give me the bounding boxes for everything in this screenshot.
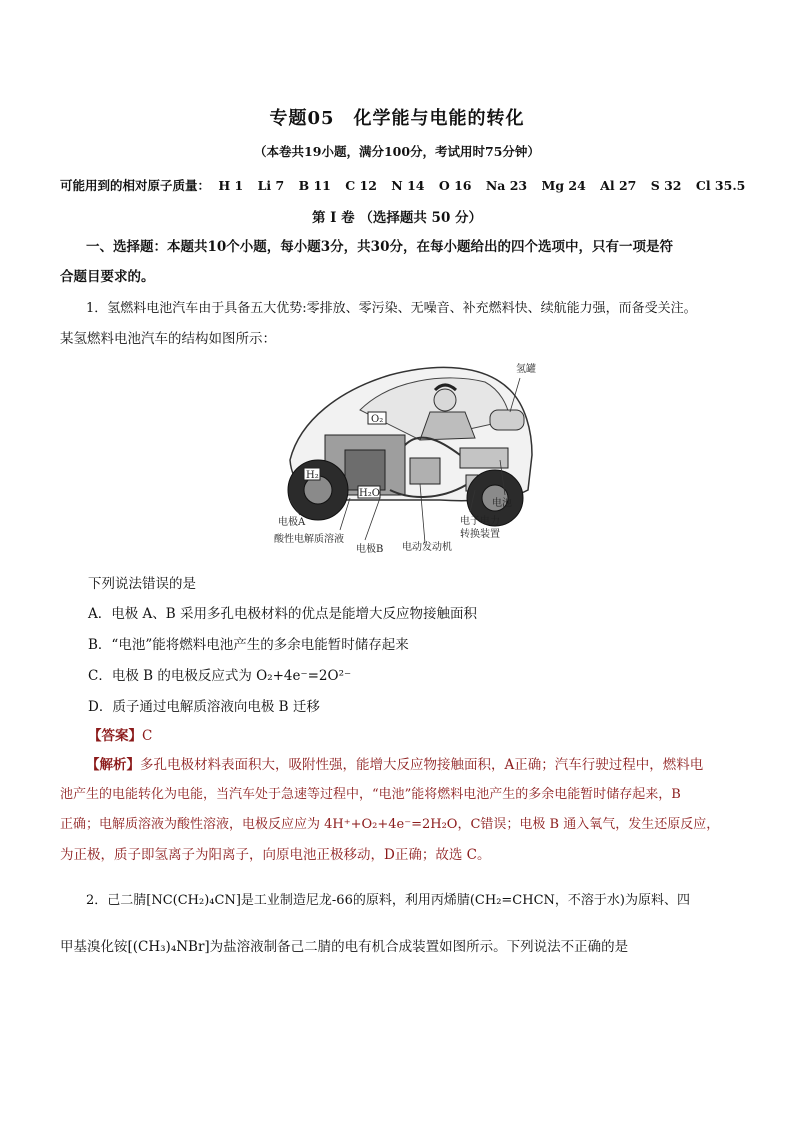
label-converter: 电子电力 (460, 516, 500, 527)
atomic-mass: S 32 (650, 178, 682, 193)
option-c: C．电极 B 的电极反应式为 O₂+4e⁻=2O²⁻ (88, 668, 352, 684)
label-battery: 电池 (492, 498, 512, 509)
option-a: A．电极 A、B 采用多孔电极材料的优点是能增大反应物接触面积 (88, 606, 478, 622)
label-electrolyte: 酸性电解质溶液 (274, 534, 344, 545)
leader-line (365, 498, 380, 540)
instructions (60, 232, 750, 292)
driver-head (434, 389, 456, 411)
instructions-line: 一、选择题：本题共10个小题，每小题3分，共30分，在每小题给出的四个选项中，只有一项是符 (86, 239, 673, 255)
atomic-mass: H 1 (218, 178, 244, 193)
option-b: B．“电池”能将燃料电池产生的多余电能暂时储存起来 (88, 637, 409, 653)
atomic-masses (60, 176, 746, 194)
atomic-mass: N 14 (391, 178, 425, 193)
question-2-line: 甲基溴化铵[(CH₃)₄NBr]为盐溶液制备己二腈的电有机合成装置如图所示。下列说法不正确的是 (60, 939, 629, 955)
analysis (60, 750, 740, 870)
page-title: 专题05 化学能与电能的转化 (269, 108, 525, 129)
motor-block (410, 458, 440, 484)
section-title: 第 I 卷 （选择题共 50 分） (311, 210, 483, 226)
label-hydrogen-tank: 氢罐 (516, 364, 536, 375)
atomic-mass: Mg 24 (541, 178, 586, 193)
analysis-tag: 【解析】 (86, 757, 140, 773)
answer-value: C (142, 728, 153, 744)
option-d: D．质子通过电解质溶液向电极 B 迁移 (88, 699, 320, 715)
analysis-text: 多孔电极材料表面积大，吸附性强，能增大反应物接触面积，A正确；汽车行驶过程中，燃料电 (140, 757, 704, 773)
atomic-masses-label: 可能用到的相对原子质量： (60, 178, 211, 193)
label-converter: 转换装置 (460, 529, 500, 540)
answer-tag: 【答案】 (88, 728, 142, 744)
question-1-stem (60, 294, 740, 354)
label-motor: 电动发动机 (402, 542, 452, 553)
label-h2: H₂ (306, 470, 319, 481)
label-electrode-b: 电极B (356, 544, 384, 555)
atomic-mass: C 12 (345, 178, 377, 193)
atomic-mass: Cl 35.5 (695, 178, 746, 193)
analysis-line: 池产生的电能转化为电能，当汽车处于急速等过程中，“电池”能将燃料电池产生的多余电能暂时储存起来，B (60, 787, 681, 802)
answer (88, 724, 152, 744)
question-1-line: 1．氢燃料电池汽车由于具备五大优势:零排放、零污染、无噪音、补充燃料快、续航能力强，而备受关注。 (86, 301, 697, 316)
atomic-mass: B 11 (298, 178, 331, 193)
instructions-line: 合题目要求的。 (60, 269, 155, 285)
label-electrode-a: 电极A (278, 517, 306, 528)
analysis-line: 正确；电解质溶液为酸性溶液，电极反应应为 4H⁺+O₂+4e⁻=2H₂O，C错误；电极 B 通入氧气，发生还原反应， (60, 817, 720, 832)
atomic-mass: Na 23 (485, 178, 528, 193)
fuel-cell-car-figure (270, 350, 560, 560)
analysis-line (60, 750, 740, 780)
question-2-line: 2．己二腈[NC(CH₂)₄CN]是工业制造尼龙-66的原料，利用丙烯腈(CH₂=CHCN，不溶于水)为原料、四 (86, 893, 690, 908)
analysis-line: 为正极，质子即氢离子为阳离子，向原电池正极移动，D正确；故选 C。 (60, 847, 491, 863)
driver-body (420, 412, 475, 440)
question-1-line: 某氢燃料电池汽车的结构如图所示： (60, 331, 276, 347)
label-h2o: H₂O (359, 488, 380, 499)
question-1-prompt: 下列说法错误的是 (88, 576, 196, 592)
atomic-mass: O 16 (438, 178, 472, 193)
label-o2: O₂ (371, 414, 384, 425)
atomic-mass: Li 7 (257, 178, 285, 193)
electrolyte-block (345, 450, 385, 490)
hydrogen-tank (490, 410, 524, 430)
atomic-mass: Al 27 (600, 178, 637, 193)
question-2-stem (60, 878, 750, 970)
exam-info: （本卷共19小题，满分100分，考试用时75分钟） (254, 144, 540, 159)
